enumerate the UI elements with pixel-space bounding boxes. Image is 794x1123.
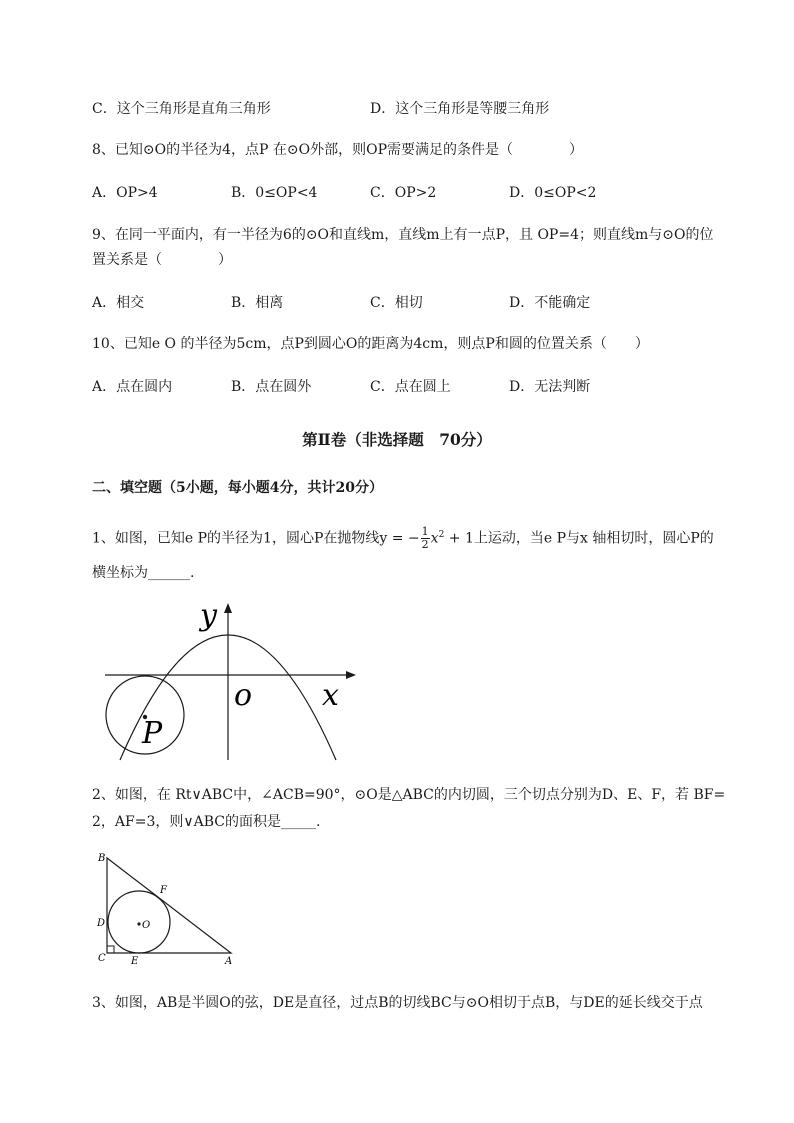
label-b: B xyxy=(98,853,106,864)
q9-stem-line2: 置关系是（ ） xyxy=(92,252,232,268)
label-d: D xyxy=(97,918,106,929)
q8-stem: 8、已知⊙O的半径为4，点P 在⊙O外部，则OP需要满足的条件是（ ） xyxy=(92,142,583,158)
q8-option-c: C．OP>2 xyxy=(370,185,437,201)
section-title: 第Ⅱ卷（非选择题 70分） xyxy=(302,430,492,449)
label-o: o xyxy=(234,678,253,713)
fill1-sup: 2 xyxy=(438,530,445,540)
fill1-stem-a: 1、如图，已知e P的半径为1，圆心P在抛物线y = − xyxy=(92,530,420,547)
q9-option-a: A．相交 xyxy=(92,295,145,311)
incenter-dot xyxy=(137,922,140,925)
q8-option-d: D．0≤OP<2 xyxy=(509,185,597,201)
q9-option-b: B．相离 xyxy=(231,295,284,311)
label-f: F xyxy=(160,885,167,896)
fill1-stem-b: x xyxy=(430,530,439,547)
q10-option-b: B．点在圆外 xyxy=(231,379,312,395)
fill3-stem-line1: 3、如图，AB是半圆O的弦，DE是直径，过点B的切线BC与⊙O相切于点B，与DE的延长线交于点 xyxy=(92,995,703,1011)
q9-option-d: D．不能确定 xyxy=(509,295,591,311)
fill2-stem-line1: 2、如图，在 Rt∨ABC中，∠ACB=90°，⊙O是△ABC的内切圆，三个切点分别为D、E、F，若 BF= xyxy=(92,787,726,803)
x-axis-arrow xyxy=(346,671,356,679)
y-axis-arrow xyxy=(224,603,232,613)
fill1-frac-den: 2 xyxy=(421,538,429,552)
fill1-fraction xyxy=(421,526,430,551)
q7-option-d: D．这个三角形是等腰三角形 xyxy=(370,101,550,117)
label-a: A xyxy=(225,956,233,967)
q10-option-d: D．无法判断 xyxy=(509,379,591,395)
triangle-abc xyxy=(107,858,231,953)
q8-option-b: B．0≤OP<4 xyxy=(231,185,318,201)
q10-option-c: C．点在圆上 xyxy=(370,379,451,395)
fill2-stem-line2: 2，AF=3，则∨ABC的面积是_____. xyxy=(92,814,321,830)
fill1-stem-line2: 横坐标为______. xyxy=(92,565,195,581)
q7-option-c: C．这个三角形是直角三角形 xyxy=(92,101,271,117)
label-c: C xyxy=(98,953,106,964)
q9-stem-line1: 9、在同一平面内，有一半径为6的⊙O和直线m，直线m上有一点P，且 OP=4；则直线m与⊙O的位 xyxy=(92,227,714,243)
label-x: x xyxy=(322,678,339,713)
fill1-frac-num: 1 xyxy=(421,525,429,539)
part-title: 二、填空题（5小题，每小题4分，共计20分） xyxy=(92,480,383,496)
q10-option-a: A．点在圆内 xyxy=(92,379,173,395)
fill1-figure xyxy=(100,595,370,770)
fill2-figure xyxy=(92,848,242,970)
label-y: y xyxy=(200,598,217,633)
fill1-stem-line1 xyxy=(92,520,714,554)
label-p: P xyxy=(142,716,163,751)
label-o: O xyxy=(142,920,151,931)
q10-stem: 10、已知e O 的半径为5cm，点P到圆心O的距离为4cm，则点P和圆的位置关系（ ） xyxy=(92,336,649,352)
right-angle-mark xyxy=(107,946,114,953)
label-e: E xyxy=(131,956,139,967)
incircle xyxy=(108,891,170,953)
q9-option-c: C．相切 xyxy=(370,295,423,311)
q8-option-a: A．OP>4 xyxy=(92,185,158,201)
fill1-stem-c: + 1上运动，当e P与x 轴相切时，圆心P的 xyxy=(444,530,714,547)
